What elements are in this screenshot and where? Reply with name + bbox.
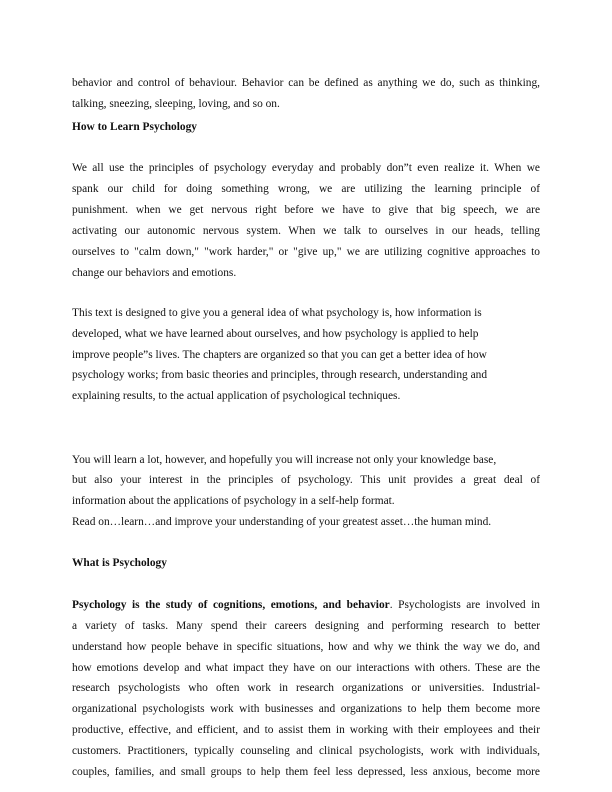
paragraph-line: change our behaviors and emotions. <box>72 267 237 279</box>
paragraph-line: activating our autonomic nervous system. When we talk to ourselves in our heads, telling <box>72 225 540 237</box>
paragraph-line: how emotions develop and what impact they have on our interactions with others. These are the <box>72 662 540 674</box>
paragraph-line: psychology works; from basic theories and principles, through research, understanding and <box>72 369 488 381</box>
paragraph-line: organizational psychologists work with businesses and organizations to help them become more <box>72 703 540 715</box>
paragraph-line: a variety of tasks. Many spend their careers designing and performing research to better <box>72 620 540 632</box>
paragraph-line: explaining results, to the actual application of psychological techniques. <box>72 390 401 402</box>
lead-rest: . Psychologists are involved in <box>389 599 540 611</box>
paragraph-line: research psychologists who often work in research organizations or universities. Industrial- <box>72 682 540 694</box>
definition-bold: Psychology is the study of cognitions, emotions, and behavior <box>72 599 390 611</box>
section-heading-how-to-learn: How to Learn Psychology <box>72 121 197 133</box>
paragraph-line: developed, what we have learned about ourselves, and how psychology is applied to help <box>72 328 479 340</box>
paragraph-line: productive, effective, and efficient, and to assist them in working with their employees and their <box>72 724 540 736</box>
paragraph-line: couples, families, and small groups to help them feel less depressed, less anxious, become more <box>72 766 540 778</box>
paragraph-line: improve people”s lives. The chapters are organized so that you can get a better idea of how <box>72 349 487 361</box>
paragraph-line: but also your interest in the principles of psychology. This unit provides a great deal of <box>72 474 540 486</box>
intro-line: behavior and control of behaviour. Behavior can be defined as anything we do, such as thinking, <box>72 77 540 89</box>
paragraph-line: Read on…learn…and improve your understanding of your greatest asset…the human mind. <box>72 516 492 528</box>
paragraph-line: spank our child for doing something wrong, we are utilizing the learning principle of <box>72 183 540 195</box>
paragraph-line: punishment. when we get nervous right before we have to give that big speech, we are <box>72 204 540 216</box>
paragraph-line: We all use the principles of psychology everyday and probably don”t even realize it. When we <box>72 162 540 174</box>
paragraph-line: ourselves to "calm down," "work harder," or "give up," we are utilizing cognitive approaches to <box>72 246 540 258</box>
paragraph-line: This text is designed to give you a general idea of what psychology is, how information is <box>72 307 482 319</box>
paragraph-line: understand how people behave in specific situations, how and why we think the way we do, and <box>72 641 540 653</box>
section-heading-what-is-psychology: What is Psychology <box>72 557 167 569</box>
paragraph-line: information about the applications of psychology in a self-help format. <box>72 495 395 507</box>
paragraph-line: customers. Practitioners, typically counseling and clinical psychologists, work with individuals, <box>72 745 540 757</box>
paragraph-line: You will learn a lot, however, and hopefully you will increase not only your knowledge base, <box>72 454 497 466</box>
paragraph-line-lead <box>72 598 540 612</box>
intro-line: talking, sneezing, sleeping, loving, and so on. <box>72 98 280 110</box>
